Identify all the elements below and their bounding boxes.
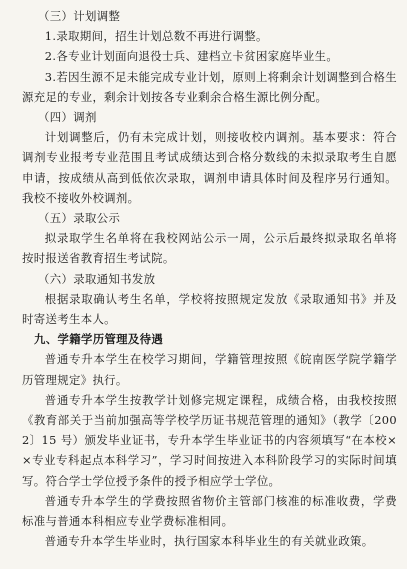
- graduation-certificate-paragraph: 普通专升本学生按教学计划修完规定课程，成绩合格，由我校按照《教育部关于当前加强高等学校学历证书规范管理的通知》（教学〔2002〕15 号）颁发毕业证书，专升本学生毕业证书的内容须填写“在本校××专业专科起点本科学习”，学习时间按进入本科阶段学习的实际时间填写。符合学士学位授予条件的授予相应学士学位。: [22, 392, 397, 488]
- employment-paragraph: 普通专升本学生毕业时，执行国家本科毕业生的有关就业政策。: [44, 534, 374, 549]
- letter-issuance-paragraph: 根据录取确认考生名单，学校将按照规定发放《录取通知书》并及时寄送考生本人。: [22, 291, 397, 327]
- admission-notice-paragraph: 拟录取学生名单将在我校网站公示一周，公示后最终拟录取名单将按时报送省教育招生考试院。: [22, 231, 397, 266]
- status-management-paragraph: 普通专升本学生在校学习期间，学籍管理按照《皖南医学院学籍学历管理规定》执行。: [22, 352, 397, 387]
- tuition-paragraph: 普通专升本学生的学费按照省物价主管部门核准的标准收费，学费标准与普通本科相应专业学费标准相同。: [22, 493, 397, 529]
- transfer-paragraph: 计划调整后，仍有未完成计划，则接收校内调剂。基本要求：符合调剂专业报考专业范围且考试成绩达到合格分数线的未拟录取考生自愿申请，按成绩从高到低依次录取，调剂申请具体时间及程序另行通知。我校不接收外校调剂。: [22, 130, 397, 205]
- plan-item-2: 2.各专业计划面向退役士兵、建档立卡贫困家庭毕业生。: [44, 49, 339, 64]
- heading-status-management: 九、学籍学历管理及待遇: [34, 332, 164, 347]
- heading-admission-notice: （五）录取公示: [38, 211, 121, 226]
- heading-transfer: （四）调剂: [38, 110, 97, 125]
- heading-plan-adjustment: （三）计划调整: [38, 9, 121, 23]
- plan-item-1: 1.录取期间，招生计划总数不再进行调整。: [44, 29, 268, 44]
- heading-letter-issuance: （六）录取通知书发放: [38, 271, 156, 286]
- plan-item-3: 3.若因生源不足未能完成专业计划，原则上将剩余计划调整到合格生源充足的专业，剩余计划按各专业剩余合格生源比例分配。: [22, 69, 397, 104]
